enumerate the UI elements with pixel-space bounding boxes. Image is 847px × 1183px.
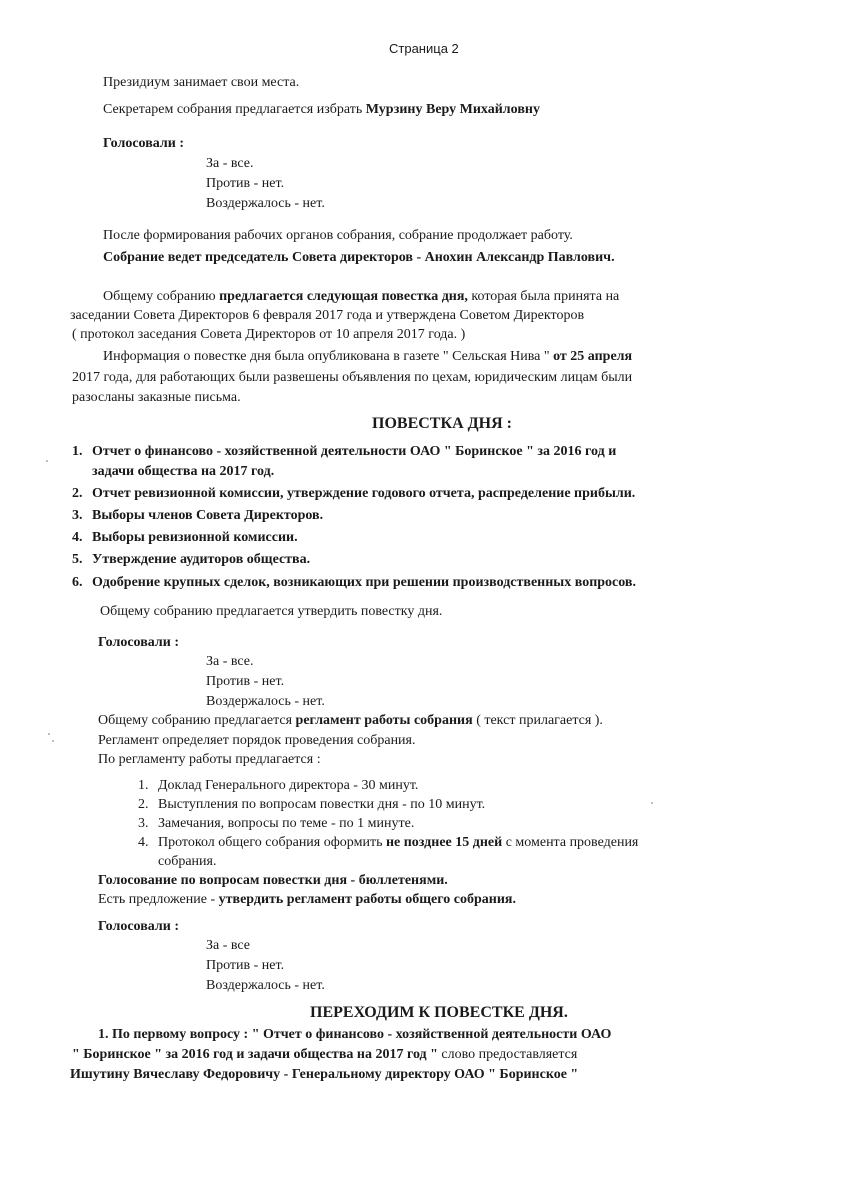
info-line2: 2017 года, для работающих были развешены объявления по цехам, юридическим лицам были [72, 370, 633, 385]
agenda-item-text: Выборы ревизионной комиссии. [92, 530, 298, 545]
first-question-text-b: слово предоставляется [437, 1047, 578, 1062]
agenda-item-text: Выборы членов Совета Директоров. [92, 508, 324, 523]
scan-speck [651, 802, 653, 804]
presidium-line: Президиум занимает свои места. [103, 75, 300, 90]
reg-item-number: 2. [138, 797, 149, 812]
reglament-line1 [98, 712, 603, 730]
vote1-label: Голосовали : [103, 136, 184, 151]
info-text-a: Информация о повестке дня была опубликована в газете " Сельская Нива " [103, 349, 554, 364]
agenda-item-number: 1. [72, 444, 83, 459]
reg-item-1 [138, 777, 418, 795]
agenda-intro-line2: заседании Совета Директоров 6 февраля 2017 года и утверждена Советом Директоров [70, 308, 585, 323]
vote1-for: За - все. [206, 156, 254, 171]
agenda-item-2 [72, 485, 635, 503]
scan-speck [52, 740, 54, 742]
agenda-item-1 [72, 443, 616, 461]
vote3-against: Против - нет. [206, 958, 285, 973]
reg-item-3 [138, 815, 414, 833]
info-line1 [103, 348, 632, 366]
agenda-item-number: 6. [72, 575, 83, 590]
vote2-against: Против - нет. [206, 674, 285, 689]
reg-item-text-b: не позднее 15 дней [385, 835, 503, 850]
agenda-title: ПОВЕСТКА ДНЯ : [372, 415, 512, 432]
after-forming-line: После формирования рабочих органов собрания, собрание продолжает работу. [103, 228, 573, 243]
first-question-line1: 1. По первому вопросу : " Отчет о финансово - хозяйственной деятельности ОАО [98, 1027, 612, 1042]
go-agenda-title: ПЕРЕХОДИМ К ПОВЕСТКЕ ДНЯ. [310, 1004, 568, 1021]
proposal-text-a: Есть предложение - [98, 892, 219, 907]
reglament-text-a: Общему собранию предлагается [98, 713, 296, 728]
agenda-intro-text-b: предлагается следующая повестка дня, [219, 289, 468, 304]
vote2-abstain: Воздержалось - нет. [206, 694, 325, 709]
vote3-for: За - все [206, 938, 251, 953]
agenda-item-text: Отчет ревизионной комиссии, утверждение годового отчета, распределение прибыли. [92, 486, 636, 501]
agenda-item-4 [72, 529, 298, 547]
page-label: Страница 2 [389, 41, 459, 56]
first-question-text-a: " Боринское " за 2016 год и задачи общества на 2017 год " [72, 1047, 438, 1062]
reg-item-text-c: с момента проведения [502, 835, 639, 850]
reg-item-number: 1. [138, 778, 149, 793]
agenda-item-6 [72, 574, 636, 592]
agenda-item-number: 5. [72, 552, 83, 567]
reglament-text-c: ( текст прилагается ). [472, 713, 603, 728]
agenda-item-text: Утверждение аудиторов общества. [92, 552, 311, 567]
agenda-item-5 [72, 551, 310, 569]
reglament-line2: Регламент определяет порядок проведения собрания. [98, 733, 416, 748]
vote2-for: За - все. [206, 654, 254, 669]
vote3-label: Голосовали : [98, 919, 179, 934]
reg-item-number: 4. [138, 835, 149, 850]
vote1-against: Против - нет. [206, 176, 285, 191]
agenda-item-number: 4. [72, 530, 83, 545]
secretary-name: Мурзину Веру Михайловну [365, 102, 540, 117]
secretary-line [103, 101, 540, 119]
reg-item-number: 3. [138, 816, 149, 831]
agenda-intro-line1 [103, 288, 619, 306]
info-text-b: от 25 апреля [553, 349, 633, 364]
secretary-text: Секретарем собрания предлагается избрать [103, 102, 366, 117]
agenda-item-number: 3. [72, 508, 83, 523]
vote3-abstain: Воздержалось - нет. [206, 978, 325, 993]
proposal-text-b: утвердить регламент работы общего собрания. [218, 892, 516, 907]
reg-item-4 [138, 834, 638, 852]
agenda-item-text: Одобрение крупных сделок, возникающих при решении производственных вопросов. [92, 575, 636, 590]
reg-item-text-a: Протокол общего собрания оформить [158, 835, 386, 850]
reglament-text-b: регламент работы собрания [295, 713, 473, 728]
proposal-line [98, 891, 516, 909]
agenda-intro-text-c: которая была принята на [467, 289, 620, 304]
first-question-line3: Ишутину Вячеславу Федоровичу - Генеральному директору ОАО " Боринское " [70, 1067, 579, 1082]
scan-speck [46, 460, 48, 462]
chairman-line: Собрание ведет председатель Совета директоров - Анохин Александр Павлович. [103, 250, 615, 265]
vote1-abstain: Воздержалось - нет. [206, 196, 325, 211]
vote2-label: Голосовали : [98, 635, 179, 650]
ballots-line: Голосование по вопросам повестки дня - бюллетенями. [98, 873, 448, 888]
info-line3: разосланы заказные письма. [72, 390, 241, 405]
reg-item-2 [138, 796, 485, 814]
reg-item-4-cont: собрания. [158, 854, 217, 869]
agenda-intro-line3: ( протокол заседания Совета Директоров от 10 апреля 2017 года. ) [72, 327, 466, 342]
agenda-item-text: Отчет о финансово - хозяйственной деятельности ОАО " Боринское " за 2016 год и [92, 444, 617, 459]
agenda-item-1-cont: задачи общества на 2017 год. [92, 464, 275, 479]
reglament-line3: По регламенту работы предлагается : [98, 752, 321, 767]
reg-item-text: Замечания, вопросы по теме - по 1 минуте. [158, 816, 415, 831]
scan-speck [48, 733, 50, 735]
approve-agenda-line: Общему собранию предлагается утвердить повестку дня. [100, 604, 443, 619]
reg-item-text: Доклад Генерального директора - 30 минут. [158, 778, 419, 793]
first-question-line2 [72, 1046, 577, 1064]
agenda-item-number: 2. [72, 486, 83, 501]
reg-item-text: Выступления по вопросам повестки дня - по 10 минут. [158, 797, 486, 812]
agenda-item-3 [72, 507, 323, 525]
agenda-intro-text-a: Общему собранию [103, 289, 220, 304]
